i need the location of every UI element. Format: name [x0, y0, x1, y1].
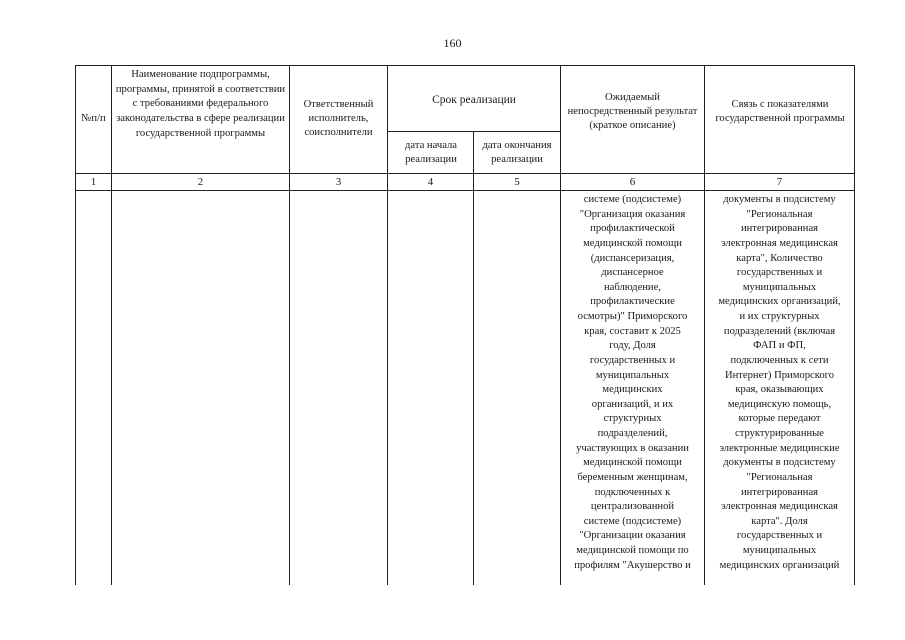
col-border-left	[75, 65, 76, 585]
col-border-2-3	[289, 65, 290, 585]
indicator-link-text: документы в подсистему "Региональная интегрированная электронная медицинская карта", Количество государственных и муниципальных медицинских организаций, и их структурных подразделений (включая ФАП и ФП, подключенных к сети Интернет) Приморского края, оказывающих медицинскую помощь, которые передают структурированные электронные медицинские документы в подсистему "Региональная интегрированная электронная медицинская карта". Доля государственных и муниципальных медицинских организаций	[718, 194, 841, 571]
header-implementation-period: Срок реализации	[432, 94, 516, 106]
header-start-date: дата начала реализации	[405, 140, 457, 166]
column-number-5: 5	[514, 176, 520, 188]
header-link-to-indicators: Связь с показателями государственной программы	[715, 99, 845, 125]
column-number-6: 6	[629, 176, 636, 188]
header-subprogram-name: Наименование подпрограммы, программы, принятой в соответствии с требованиями федерального законодательства в сфере реализации государственной программы	[115, 69, 286, 139]
col-border-1-2	[111, 65, 112, 585]
header-number: №п/п	[81, 113, 106, 124]
page-number: 160	[443, 36, 462, 50]
col-border-right	[854, 65, 855, 585]
column-number-7: 7	[776, 176, 783, 188]
col-border-4-5	[473, 131, 474, 585]
header-responsible-executor: Ответственный исполнитель, соисполнители	[303, 99, 374, 139]
column-number-4: 4	[427, 176, 434, 188]
column-number-3: 3	[335, 176, 342, 188]
header-bottom-border	[75, 173, 855, 174]
header-end-date: дата окончания реализации	[482, 140, 552, 166]
table-top-border	[75, 65, 855, 66]
column-number-1: 1	[90, 176, 97, 188]
header-expected-result: Ожидаемый непосредственный результат (краткое описание)	[567, 92, 698, 132]
column-number-2: 2	[197, 176, 204, 188]
col-border-3-4	[387, 65, 388, 585]
numbering-row-bottom-border	[75, 190, 855, 191]
expected-result-text: системе (подсистеме) "Организация оказания профилактической медицинской помощи (диспансеризация, диспансерное наблюдение, профилактические осмотры)" Приморского края, составит к 2025 году, Доля государственных и муниципальных медицинских организаций, и их структурных подразделений, участвующих в оказании медицинской помощи беременным женщинам, подключенных к централизованной системе (подсистеме) "Организации оказания медицинской помощи по профилям "Акушерство и	[574, 194, 691, 571]
